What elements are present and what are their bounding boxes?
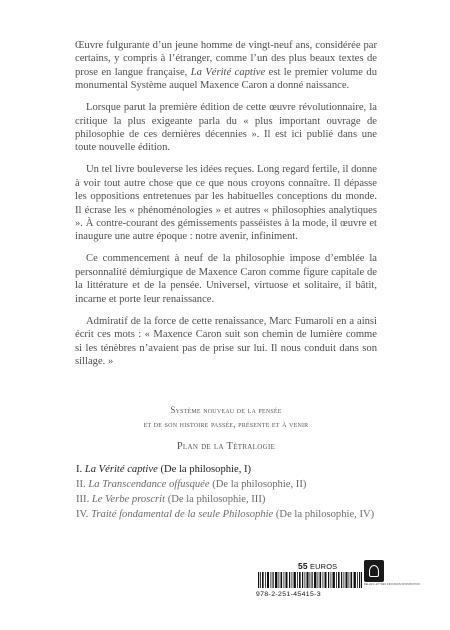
price-label: 55 EUROS xyxy=(298,561,338,571)
plan-item-2: II. La Transcendance offusquée (De la philosophie, II) xyxy=(76,479,307,490)
isbn-number: 978-2-251-45415-3 xyxy=(256,591,321,598)
blurb-paragraph-2: Lorsque parut la première édition de cette œuvre révolutionnaire, la critique la plus exigeante parla du « plus important ouvrage de philosophie de ces dernières décennies ». Il est ici publié dans une toute nouvelle édition. xyxy=(75,102,377,154)
plan-item-1: I. La Vérité captive (De la philosophie, I) xyxy=(76,464,252,475)
series-heading xyxy=(60,404,392,431)
blurb-book-title: La Vérité captive xyxy=(190,66,266,78)
plan-list xyxy=(76,462,396,522)
blurb-paragraph-1: Œuvre fulgurante d’un jeune homme de vingt-neuf ans, considérée par certains, y compris à l’étranger, comme l’un des plus beaux textes de prose en langue française, La Vérité captive est le premier volume du monumental Système auquel Maxence Caron a donné naissance. xyxy=(75,40,378,92)
blurb-paragraph-4: Ce commencement à neuf de la philosophie impose d’emblée la personnalité démiurgique de Maxence Caron comme figure capitale de la littérature et de la pensée. Universel, virtuose et solitaire, il bâtit, incarne et porte leur renaissance. xyxy=(75,253,377,305)
publisher-caption: BELLES LETTRES DIFFUSION DISTRIBUTION xyxy=(364,583,420,586)
publisher-logo-icon xyxy=(364,560,384,582)
series-line-1: Système nouveau de la pensée xyxy=(170,405,282,415)
plan-title: Plan de la Tétralogie xyxy=(176,441,276,452)
plan-item-3: III. Le Verbe proscrit (De la philosophie, III) xyxy=(76,494,266,505)
publisher-logo xyxy=(364,560,420,596)
blurb-paragraph-5: Admiratif de la force de cette renaissance, Marc Fumaroli en a ainsi écrit ces mots : « Maxence Caron suit son chemin de lumière comme si les ténèbres n’avaient pas de prise sur lui. Il nous conduit dans son sillage. » xyxy=(75,315,377,367)
blurb-text xyxy=(75,39,377,377)
barcode xyxy=(258,572,362,588)
series-line-2: et de son histoire passée, présente et à venir xyxy=(143,418,309,429)
plan-item-4: IV. Traité fondamental de la seule Philosophie (De la philosophie, IV) xyxy=(76,509,375,520)
blurb-paragraph-3: Un tel livre bouleverse les idées reçues. Long regard fertile, il donne à voir tout autre chose que ce que nous croyons connaître. Il dépasse les oppositions entretenues par les habituelles conceptions du monde. Il écrase les « phénoménologies » et autres « philosophies analytiques ». À contre-courant des gémissements passéistes à la mode, il œuvre et inaugure une autre époque : notre avenir, infiniment. xyxy=(75,164,377,243)
